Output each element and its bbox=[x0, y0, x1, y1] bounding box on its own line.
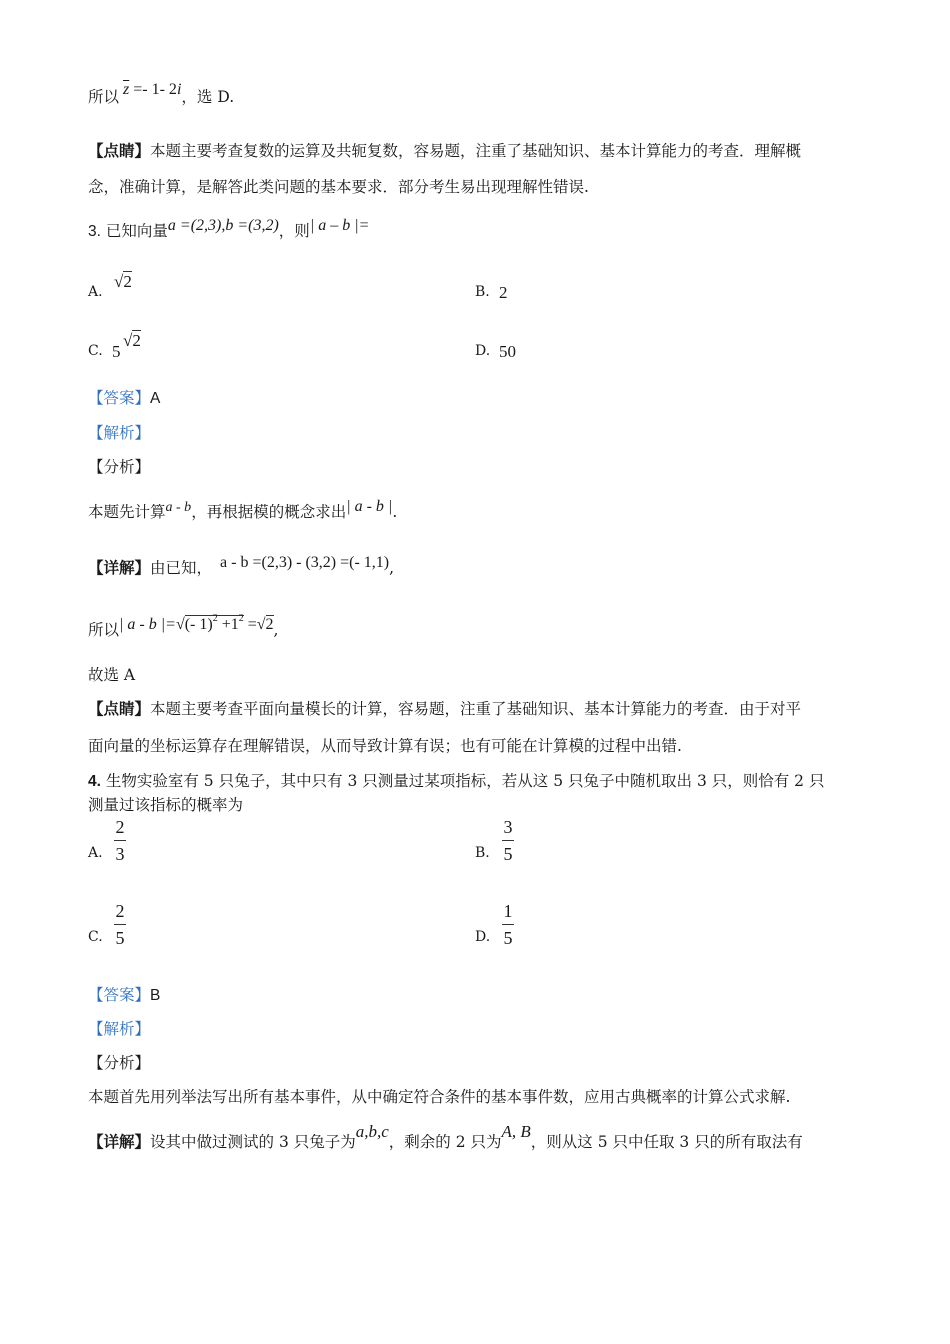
z-conjugate: $\overline{z}$ bbox=[123, 81, 130, 98]
q3-option-a-value: √2 bbox=[114, 272, 132, 291]
q3-calc-radicand: (- $1)^2 +1^2$ bbox=[184, 613, 244, 633]
q3-stem: 3. 已知向量a =(2,3),b =(3,2)，则| a – b |= bbox=[88, 217, 370, 240]
q4-option-b-label: B. bbox=[475, 845, 490, 861]
q3-option-c-value: √2 bbox=[123, 331, 141, 350]
q4-fenxi-tag: 【分析】 bbox=[88, 1054, 151, 1072]
q3-fenxi-text: 本题先计算a - b，再根据模的概念求出| a - b |. bbox=[88, 498, 398, 521]
q3-detail-expr: a - b =(2,3) - (3,2) =(- 1,1) bbox=[220, 554, 390, 571]
q3-fenxi-tag: 【分析】 bbox=[88, 458, 151, 476]
q4-option-a-fraction: 2 3 bbox=[115, 817, 125, 864]
q3-comment-line1: 【点睛】本题主要考查平面向量模长的计算，容易题，注重了基础知识、基本计算能力的考查．由于对平 bbox=[88, 699, 802, 718]
q4-stem-line2: 测量过该指标的概率为 bbox=[88, 796, 244, 814]
q4-detail: 【详解】设其中做过测试的 3 只兔子为a,b,c，剩余的 2 只为A, B，则从这 5 只中任取 3 只的所有取法有 bbox=[88, 1122, 803, 1151]
q3-option-a-label: A. bbox=[88, 284, 103, 300]
q3-choose: 故选 A bbox=[88, 666, 136, 684]
q4-stem-line1: 4. 生物实验室有 5 只兔子，其中只有 3 只测量过某项指标，若从这 5 只兔子中随机取出 3 只，则恰有 2 只 bbox=[88, 772, 825, 790]
q4-option-d-fraction: 1 5 bbox=[503, 901, 513, 948]
q3-option-d-value: 50 bbox=[499, 342, 516, 361]
q3-option-b-value: 2 bbox=[499, 283, 508, 302]
q4-option-c-label: C. bbox=[88, 929, 103, 945]
q3-option-b-label: B. bbox=[475, 284, 490, 300]
q3-calc: 所以| a - b |=√(- $1)^2 +1^2 =√2$, bbox=[88, 613, 279, 639]
q2-comment-line1: 【点睛】本题主要考查复数的运算及共轭复数，容易题，注重了基础知识、基本计算能力的考查．理解概 bbox=[88, 141, 802, 160]
q2-comment-line2: 念，准确计算，是解答此类问题的基本要求．部分考生易出现理解性错误. bbox=[88, 178, 589, 196]
q3-answer: 【答案】A bbox=[88, 389, 161, 407]
q4-fenxi-text: 本题首先用列举法写出所有基本事件，从中确定符合条件的基本事件数，应用古典概率的计算公式求解. bbox=[88, 1088, 791, 1106]
q4-option-a-label: A. bbox=[88, 845, 103, 861]
q4-analysis-tag: 【解析】 bbox=[88, 1020, 151, 1038]
q3-detail: 【详解】由已知， a - b =(2,3) - (3,2) =(- 1,1), bbox=[88, 554, 395, 577]
q3-target: | a – b |= bbox=[309, 217, 370, 234]
q4-answer: 【答案】B bbox=[88, 986, 161, 1004]
q4-option-c-fraction: 2 5 bbox=[115, 901, 125, 948]
q2-conclusion-line: 所以 $\overline{z} =- 1-$ 2i，选 D. bbox=[88, 81, 235, 106]
q3-option-c-coef: 5 bbox=[112, 342, 121, 361]
q3-option-d-label: D. bbox=[475, 343, 491, 359]
q3-analysis-tag: 【解析】 bbox=[88, 424, 151, 442]
q3-vectors: a =(2,3),b =(3,2) bbox=[167, 217, 279, 234]
q3-comment-line2: 面向量的坐标运算存在理解错误，从而导致计算有误；也有可能在计算模的过程中出错. bbox=[88, 737, 682, 755]
q3-option-c-label: C. bbox=[88, 343, 103, 359]
q4-option-b-fraction: 3 5 bbox=[503, 817, 513, 864]
q4-option-d-label: D. bbox=[475, 929, 491, 945]
